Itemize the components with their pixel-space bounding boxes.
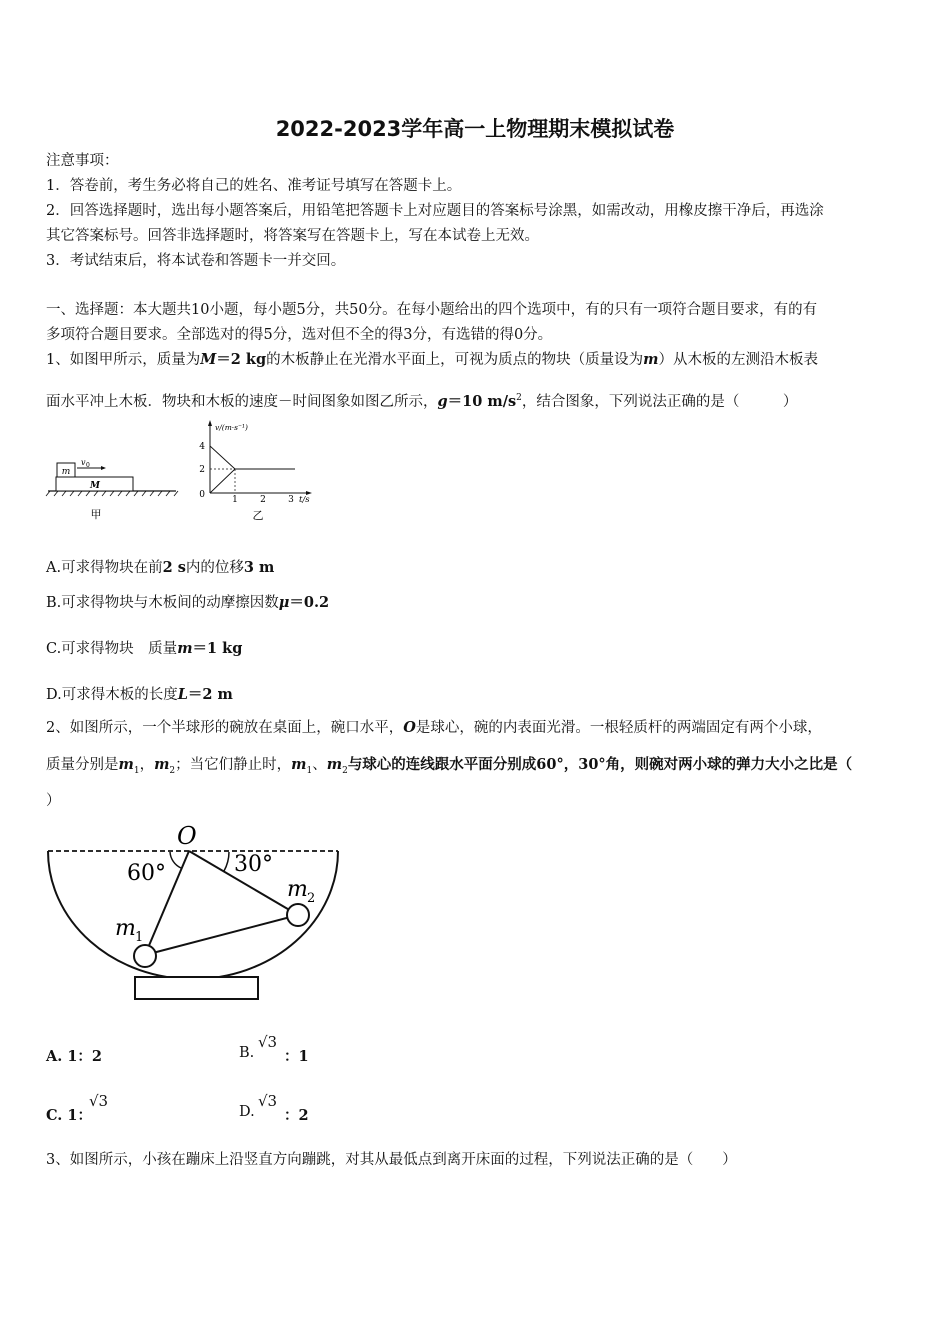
q2-stem-line2: 质量分别是$m_1$，$m_2$；当它们静止时，$m_1$、$m_2$与球心的连线跟水平面分别成60°，30°角，则碗对两小球的弹力大小之比是（ — [46, 756, 853, 776]
svg-text:3: 3 — [288, 495, 294, 505]
svg-text:m: m — [287, 877, 308, 902]
q2-option-b-suffix: ：1 — [284, 1048, 309, 1065]
svg-text:m: m — [115, 916, 136, 941]
page-title: 2022-2023学年高一上物理期末模拟试卷 — [275, 117, 675, 141]
svg-text:m: m — [61, 467, 71, 477]
svg-text:1: 1 — [232, 495, 238, 505]
svg-text:甲: 甲 — [90, 508, 102, 521]
svg-text:M: M — [90, 481, 100, 491]
notes-item-1: 1．答卷前，考生务必将自己的姓名、准考证号填写在答题卡上。 — [46, 178, 462, 194]
q3-stem-line1: 3、如图所示，小孩在蹦床上沿竖直方向蹦跳，对其从最低点到离开床面的过程，下列说法正确的是（ ） — [46, 1152, 737, 1168]
q1-option-b[interactable]: B.可求得物块与木板间的动摩擦因数μ＝0.2 — [46, 594, 330, 611]
q1-option-c[interactable]: C.可求得物块 质量m＝1 kg — [46, 640, 243, 657]
q1-option-d[interactable]: D.可求得木板的长度L＝2 m — [46, 686, 233, 703]
notes-item-2-line1: 2．回答选择题时，选出每小题答案后，用铅笔把答题卡上对应题目的答案标号涂黑，如需改动，用橡皮擦干净后，再选涂 — [46, 203, 824, 219]
light-rod — [145, 915, 298, 955]
ball-m1 — [134, 945, 156, 967]
notes-item-3: 3．考试结束后，将本试卷和答题卡一并交回。 — [46, 253, 346, 269]
y-axis-arrow-icon — [208, 420, 212, 426]
notes-heading: 注意事项： — [46, 153, 119, 169]
svg-text:2: 2 — [307, 891, 316, 906]
q1-stem-line2: 面水平冲上木板．物块和木板的速度－时间图象如图乙所示，g＝10 $m/s^2$，结合图象，下列说法正确的是（ ） — [46, 392, 798, 410]
svg-text:O: O — [177, 822, 197, 850]
arrow-head-icon — [101, 466, 106, 470]
svg-text:2: 2 — [199, 465, 205, 475]
q2-option-b-sqrt: √3 — [258, 1033, 278, 1051]
q2-stem-line1: 2、如图所示，一个半球形的碗放在桌面上，碗口水平，O是球心，碗的内表面光滑。一根轻质杆的两端固定有两个小球， — [46, 719, 822, 736]
q1-stem-line1: 1、如图甲所示，质量为M＝2 kg的木板静止在光滑水平面上，可视为质点的物块（质量设为m）从木板的左测沿木板表 — [46, 351, 818, 368]
svg-text:t/s: t/s — [299, 495, 310, 505]
ball-m2 — [287, 904, 309, 926]
svg-text:0: 0 — [86, 462, 90, 469]
q2-option-d-sqrt: √3 — [258, 1092, 278, 1110]
board-velocity-line — [210, 469, 235, 493]
notes-item-2-line2: 其它答案标号。回答非选择题时，将答案写在答题卡上，写在本试卷上无效。 — [46, 228, 539, 244]
svg-text:2: 2 — [260, 495, 266, 505]
q1-figure-yi — [196, 418, 326, 526]
q1-option-a[interactable]: A.可求得物块在前2 s内的位移3 m — [46, 559, 275, 576]
q2-stem-line3: ） — [46, 793, 61, 809]
q2-bowl-figure — [44, 822, 344, 1004]
svg-text:1: 1 — [135, 930, 144, 945]
q2-option-c[interactable]: C. 1： — [46, 1107, 92, 1124]
svg-text:4: 4 — [199, 442, 205, 452]
svg-text:乙: 乙 — [252, 509, 264, 522]
table-base — [135, 977, 258, 999]
q2-option-b[interactable]: B. — [239, 1045, 255, 1061]
angle-arc-30 — [224, 852, 229, 871]
svg-text:60°: 60° — [127, 861, 166, 886]
q2-option-d[interactable]: D. — [239, 1104, 255, 1120]
q2-option-a[interactable]: A. 1：2 — [46, 1048, 103, 1065]
section-instructions-line2: 多项符合题目要求。全部选对的得5分，选对但不全的得3分，有选错的得0分。 — [46, 327, 553, 343]
svg-text:30°: 30° — [234, 852, 273, 877]
block-velocity-line — [210, 446, 235, 469]
svg-text:v/(m·s⁻¹): v/(m·s⁻¹) — [215, 423, 248, 432]
q2-option-c-sqrt: √3 — [89, 1092, 109, 1110]
svg-text:v: v — [81, 458, 86, 467]
angle-arc-60 — [170, 852, 181, 868]
q2-option-d-suffix: ：2 — [284, 1107, 309, 1124]
section-instructions-line1: 一、选择题：本大题共10小题，每小题5分，共50分。在每小题给出的四个选项中，有的只有一项符合题目要求，有的有 — [46, 302, 818, 318]
q1-figure-jia — [44, 450, 184, 525]
svg-text:0: 0 — [199, 490, 205, 500]
